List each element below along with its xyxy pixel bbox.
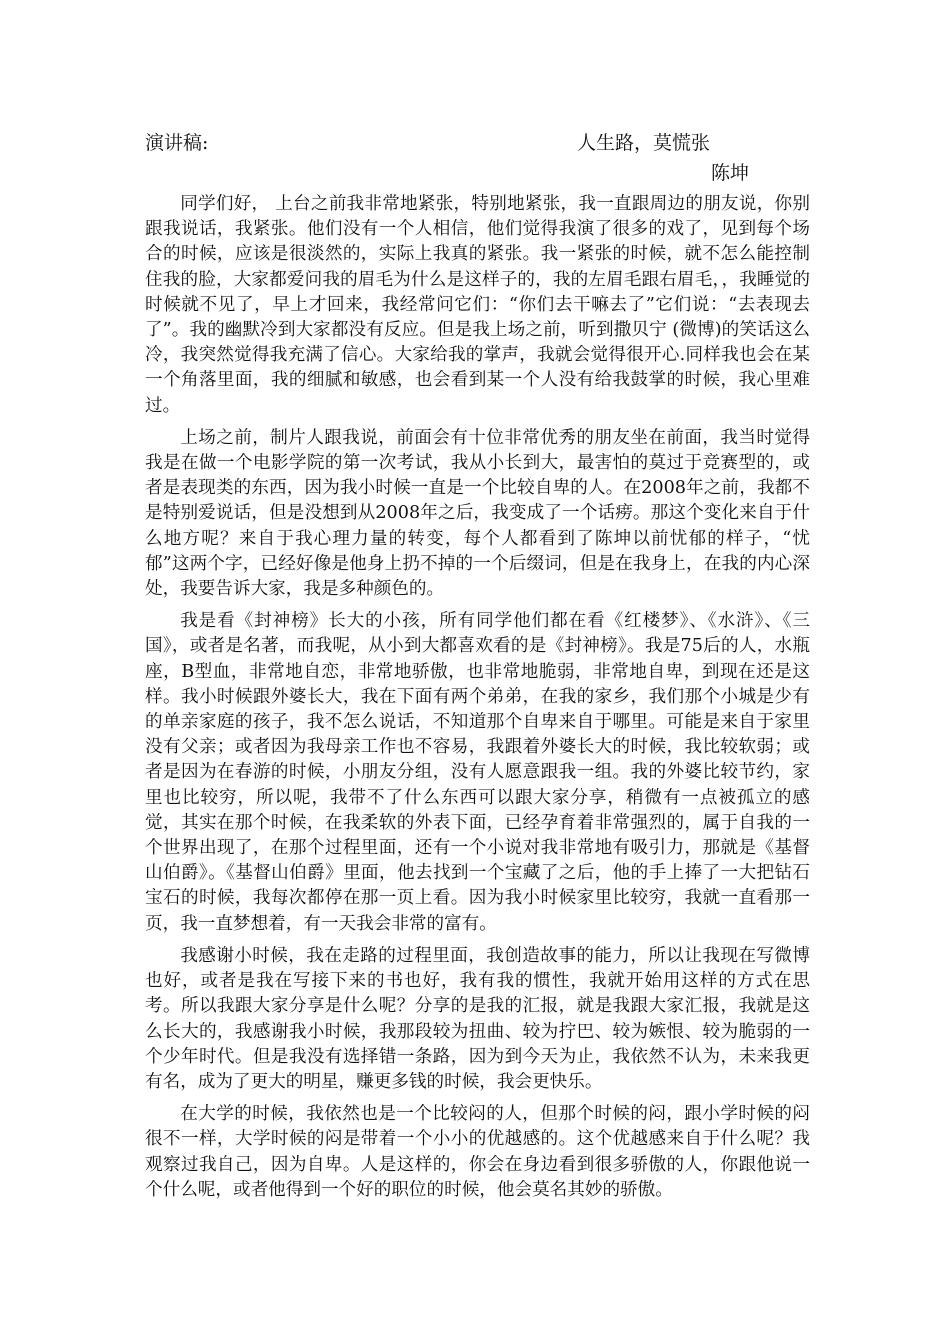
paragraph-2: 上场之前，制片人跟我说，前面会有十位非常优秀的朋友坐在前面，我当时觉得我是在做一个电影学院的第一次考试，我从小长到大，最害怕的莫过于竞赛型的，或者是表现类的东西，因为我小时候一直是一个比较自卑的人。在2008年之前，我都不是特别爱说话，但是没想到从2008年之后，我变成了一个话痨。那这个变化来自于什么地方呢？来自于我心理力量的转变，每个人都看到了陈坤以前忧郁的样子，“忧郁”这两个字，已经好像是他身上扔不掉的一个后缀词，但是在我身上，在我的内心深处，我要告诉大家，我是多种颜色的。 [145, 427, 810, 600]
paragraph-1: 同学们好， 上台之前我非常地紧张，特别地紧张，我一直跟周边的朋友说，你别跟我说话，我紧张。他们没有一个人相信，他们觉得我演了很多的戏了，见到每个场合的时候，应该是很淡然的，实际上我真的紧张。我一紧张的时候，就不怎么能控制住我的脸，大家都爱问我的眉毛为什么是这样子的，我的左眉毛跟右眉毛，，我睡觉的时候就不见了，早上才回来，我经常问它们：“你们去干嘛去了”它们说：“去表现去了”。我的幽默冷到大家都没有反应。但是我上场之前，听到撒贝宁 (微博)的笑话这么冷，我突然觉得我充满了信心。大家给我的掌声，我就会觉得很开心.同样我也会在某一个角落里面，我的细腻和敏感，也会看到某一个人没有给我鼓掌的时候，我心里难过。 [145, 194, 810, 416]
author-name: 陈坤 [711, 162, 750, 184]
speech-title: 人生路，莫慌张 [577, 132, 711, 154]
paragraph-5: 在大学的时候，我依然也是一个比较闷的人，但那个时候的闷，跟小学时候的闷很不一样，大学时候的闷是带着一个小小的优越感的。这个优越感来自于什么呢？我观察过我自己，因为自卑。人是这样的，你会在身边看到很多骄傲的人，你跟他说一个什么呢，或者他得到一个好的职位的时候，他会莫名其妙的骄傲。 [145, 1104, 810, 1200]
document-label: 演讲稿: [145, 132, 209, 154]
paragraph-3: 我是看《封神榜》长大的小孩，所有同学他们都在看《红楼梦》、《水浒》、《三国》，或者是名著，而我呢，从小到大都喜欢看的是《封神榜》。我是75后的人，水瓶座，B型血，非常地自恋，非常地骄傲，也非常地脆弱，非常地自卑，到现在还是这样。我小时候跟外婆长大，我在下面有两个弟弟，在我的家乡，我们那个小城是少有的单亲家庭的孩子，我不怎么说话，不知道那个自卑来自于哪里。可能是来自于家里没有父亲；或者因为我母亲工作也不容易，我跟着外婆长大的时候，我比较软弱；或者是因为在春游的时候，小朋友分组，没有人愿意跟我一组。我的外婆比较节约，家里也比较穷，所以呢，我带不了什么东西可以跟大家分享，稍微有一点被孤立的感觉，其实在那个时候，在我柔软的外表下面，已经孕育着非常强烈的，属于自我的一个世界出现了，在那个过程里面，还有一个小说对我非常地有吸引力，那就是《基督山伯爵》。《基督山伯爵》里面，他去找到一个宝藏了之后，他的手上捧了一大把钻石宝石的时候，我每次都停在那一页上看。因为我小时候家里比较穷，我就一直看那一页，我一直梦想着，有一天我会非常的富有。 [145, 611, 810, 934]
paragraph-4: 我感谢小时候，我在走路的过程里面，我创造故事的能力，所以让我现在写微博也好，或者是我在写接下来的书也好，我有我的惯性，我就开始用这样的方式在思考。所以我跟大家分享是什么呢？分享的是我的汇报，就是我跟大家汇报，我就是这么长大的，我感谢我小时候，我那段较为扭曲、较为拧巴、较为嫉恨、较为脆弱的一个少年时代。但是我没有选择错一条路，因为到今天为止，我依然不认为，未来我更有名，成为了更大的明星，赚更多钱的时候，我会更快乐。 [145, 945, 810, 1092]
speech-body [145, 192, 810, 1210]
